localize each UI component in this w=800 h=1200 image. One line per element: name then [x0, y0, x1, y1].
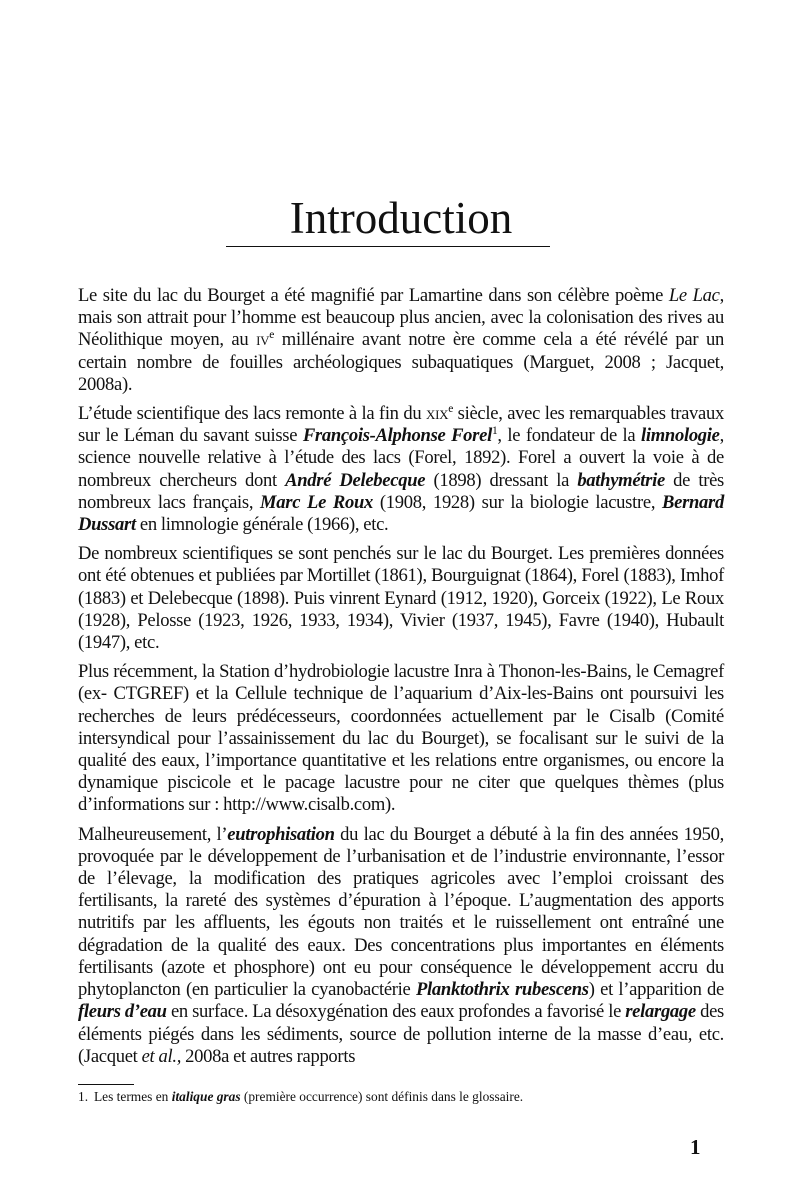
glossary-term: bathymétrie	[577, 469, 665, 491]
page-number: 1	[690, 1134, 701, 1159]
footnote-rule	[78, 1084, 134, 1085]
body-text	[78, 285, 724, 1068]
footnote-text	[94, 1089, 523, 1104]
glossary-term: italique gras	[171, 1088, 241, 1104]
text-run: et al.,	[141, 1045, 182, 1067]
glossary-term: limnologie	[641, 425, 720, 447]
text-run: de très nombreux lacs français,	[78, 469, 724, 513]
glossary-term: fleurs d’eau	[78, 1001, 167, 1023]
text-run: , le fondateur de la	[497, 425, 642, 447]
text-run: Les termes en	[94, 1088, 172, 1104]
text-run: millénaire avant notre ère comme cela a été révélé par un certain nombre de fouilles archéologiques subaquatiques (Marguet, 2008 ; Jacquet, 2008a).	[78, 329, 724, 395]
text-run: des éléments piégés dans les sédiments, source de pollution interne de la masse d’eau, etc. (Jacquet	[78, 1001, 724, 1067]
text-run: en limnologie générale (1966), etc.	[135, 514, 389, 536]
superscript: 1	[491, 425, 498, 438]
footnote	[78, 1088, 724, 1105]
text-run: en surface. La désoxygénation des eaux profondes a favorisé le	[166, 1001, 626, 1023]
footnote-number: 1.	[78, 1088, 89, 1104]
glossary-term: relargage	[625, 1001, 696, 1023]
text-run: L’étude scientifique des lacs remonte à la fin du	[78, 403, 426, 425]
text-run: 2008a et autres rapports	[181, 1045, 356, 1067]
superscript: e	[269, 329, 275, 342]
paragraph	[78, 543, 724, 654]
paragraph	[78, 285, 724, 396]
paragraph	[78, 403, 724, 536]
text-run: De nombreux scientifiques se sont penchés sur le lac du Bourget. Les premières données ont été obtenues et publiées par Mortillet (1861), Bourguignat (1864), Forel (1883), Imhof (1883) et Delebecque (1898). Puis vinrent Eynard (1912, 1920), Gorceix (1922), Le Roux (1928), Pelosse (1923, 1926, 1933, 1934), Vivier (1937, 1945), Favre (1940), Hubault (1947), etc.	[78, 543, 724, 654]
page-title: Introduction	[289, 193, 513, 243]
text-run: (1908, 1928) sur la biologie lacustre,	[373, 491, 663, 513]
glossary-term: André Delebecque	[285, 469, 426, 491]
glossary-term: François-Alphonse Forel	[302, 425, 492, 447]
superscript: e	[448, 402, 454, 415]
text-run: xix	[425, 403, 449, 425]
text-run: , science nouvelle relative à l’étude des lacs (Forel, 1892). Forel a ouvert la voie à de nombreux chercheurs dont	[78, 425, 724, 491]
text-run: Le Lac	[668, 285, 720, 306]
text-run: (1898) dressant la	[425, 469, 578, 491]
glossary-term: Marc Le Roux	[260, 491, 374, 513]
text-run: Plus récemment, la Station d’hydrobiologie lacustre Inra à Thonon-les-Bains, le Cemagref (ex- CTGREF) et la Cellule technique de l’aquarium d’Aix-les-Bains ont poursuivi les recherches de leurs prédécesseurs, coordonnées actuellement par le Cisalb (Comité intersyndical pour l’assainissement du lac du Bourget), se focalisant sur le suivi de la qualité des eaux, l’importance quantitative et les relations entre organismes, ou encore la dynamique piscicole et le pacage lacustre pour ne citer que quelques thèmes (plus d’informations sur : http://www.cisalb.com).	[78, 661, 724, 816]
text-run: Malheureusement, l’	[78, 823, 228, 845]
text-run: ) et l’apparition de	[588, 979, 724, 1001]
glossary-term: Bernard Dussart	[78, 491, 724, 536]
text-run: (première occurrence) sont définis dans le glossaire.	[240, 1088, 524, 1104]
glossary-term: eutrophisation	[227, 823, 335, 845]
text-run: , mais son attrait pour l’homme est beaucoup plus ancien, avec la colonisation des rives au Néolithique moyen, au	[78, 285, 724, 351]
text-run: siècle, avec les remarquables travaux sur le Léman du savant suisse	[78, 403, 724, 447]
title-rule	[226, 246, 550, 247]
glossary-term: Planktothrix rubescens	[415, 979, 589, 1001]
text-run: iv	[256, 329, 270, 351]
text-run: du lac du Bourget a débuté à la fin des années 1950, provoquée par le développement de l’urbanisation et de l’industrie environnante, l’essor de l’élevage, la modification des pratiques agricoles avec l’emploi croissant des fertilisants, la rareté des systèmes d’épuration à l’époque. L’augmentation des apports nutritifs par les affluents, les égouts non traités et le ruissellement ont entraîné une dégradation de la qualité des eaux. Des concentrations plus importantes en éléments fertilisants (azote et phosphore) ont eu pour conséquence le développement accru du phytoplancton (en particulier la cyanobactérie	[78, 823, 724, 1001]
paragraph	[78, 661, 724, 816]
paragraph	[78, 824, 724, 1068]
text-run: Le site du lac du Bourget a été magnifié par Lamartine dans son célèbre poème	[78, 285, 669, 306]
